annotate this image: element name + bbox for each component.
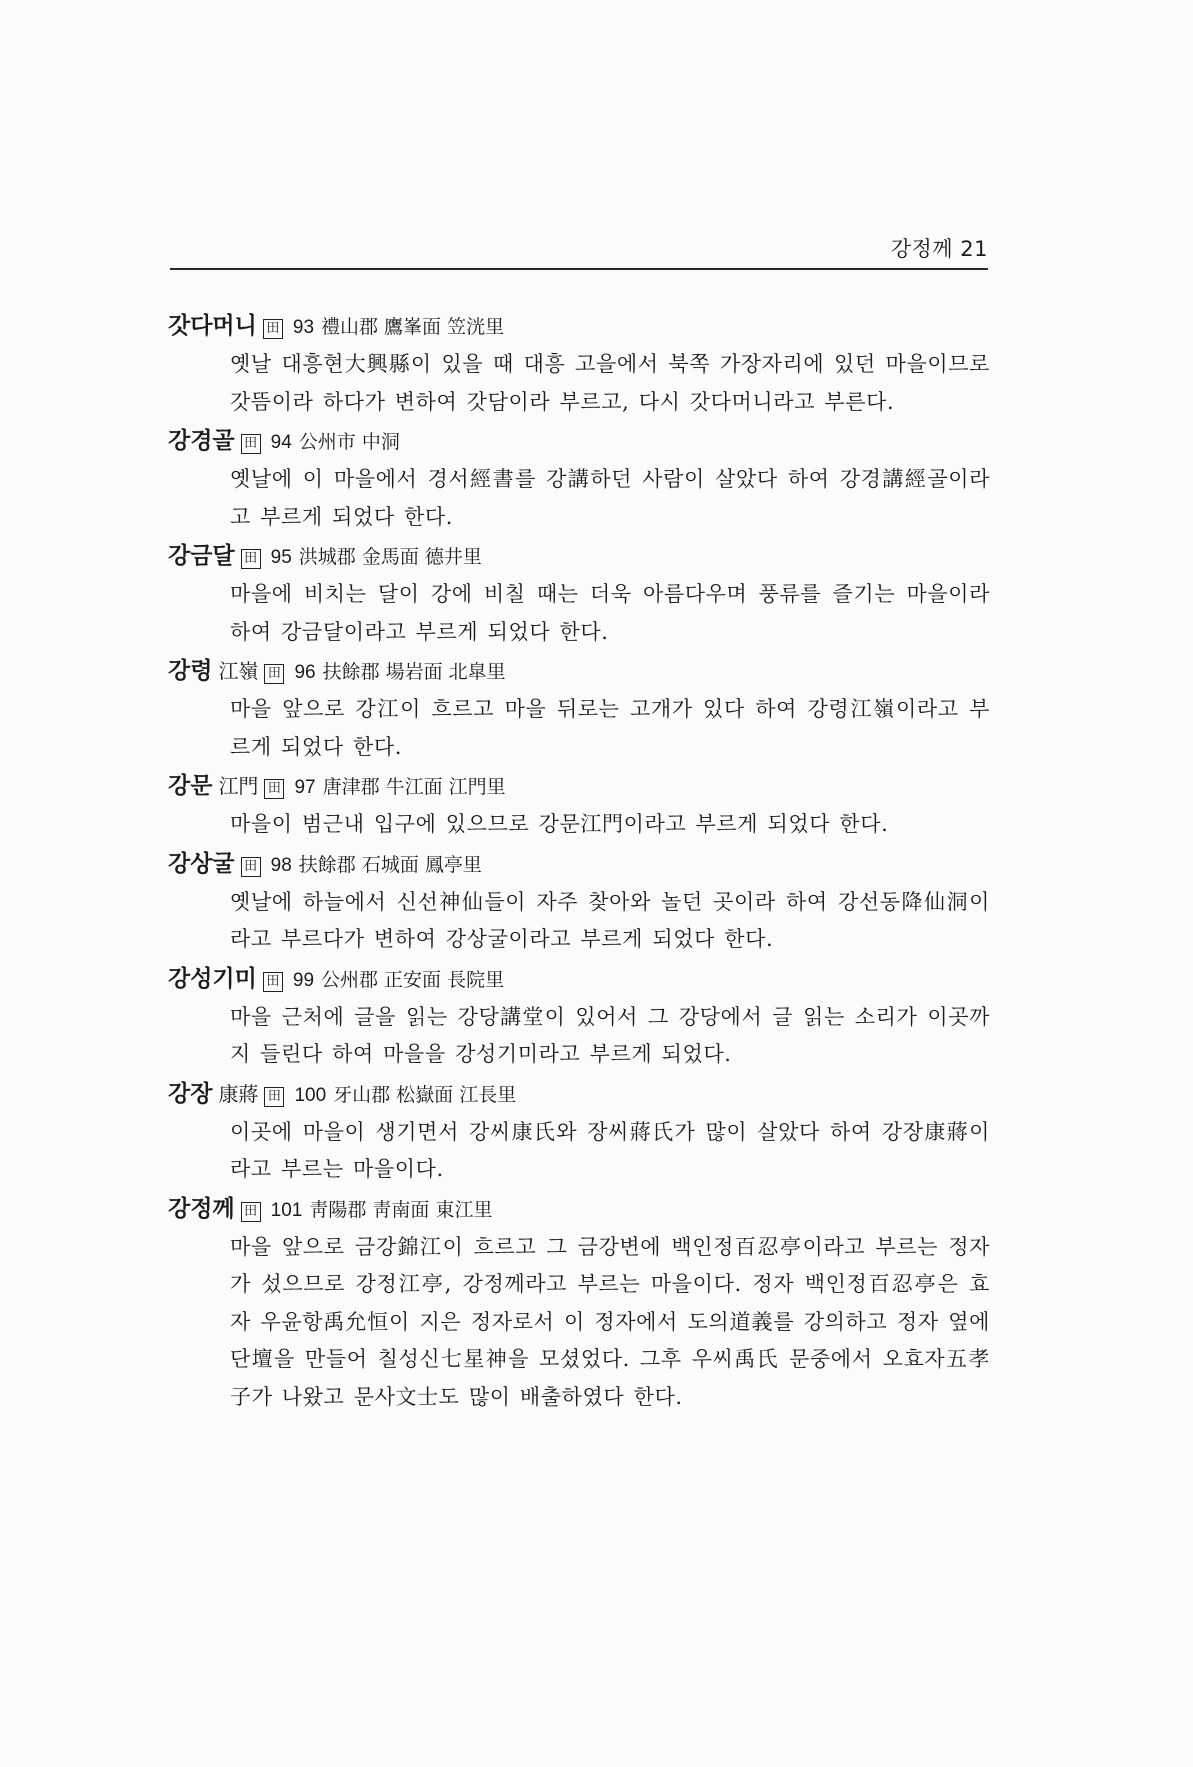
entry-headword: 강정께 <box>168 1194 235 1222</box>
entry-number: 100 <box>294 1084 327 1106</box>
entry-headword: 갓다머니 <box>168 312 257 339</box>
field-badge-icon: 田 <box>264 664 284 684</box>
entry-description: 마을 앞으로 강江이 흐르고 마을 뒤로는 고개가 있다 하여 강령江嶺이라고 부르게 되었다 한다. <box>230 697 990 759</box>
entry-headline <box>168 844 990 884</box>
entry <box>168 766 990 844</box>
entry-number: 98 <box>270 854 292 876</box>
field-badge-icon: 田 <box>263 972 283 992</box>
entry-hanja: 江門 <box>218 774 259 798</box>
field-badge-icon: 田 <box>241 434 261 454</box>
running-head: 강정께 21 <box>890 237 988 261</box>
field-badge-icon: 田 <box>264 779 284 799</box>
entry-headline <box>168 1189 990 1229</box>
entry-headword: 강문 <box>168 772 213 799</box>
entry-location: 公州市 中洞 <box>298 431 400 453</box>
header-rule <box>170 268 988 270</box>
field-badge-icon: 田 <box>241 1202 261 1222</box>
entry-headline <box>168 766 990 806</box>
entry-hanja: 康蔣 <box>218 1081 259 1106</box>
entry-location: 公州郡 正安面 長院里 <box>321 968 505 991</box>
field-badge-icon: 田 <box>241 549 261 569</box>
entry-headword: 강상굴 <box>168 849 235 877</box>
entry <box>168 651 990 766</box>
entry-headword: 강령 <box>168 657 213 684</box>
entry-list <box>168 306 990 1416</box>
entry <box>168 959 990 1074</box>
entry <box>168 421 990 536</box>
entry <box>168 306 990 421</box>
entry-headword: 강장 <box>168 1079 213 1107</box>
entry-description: 마을 근처에 글을 읽는 강당講堂이 있어서 그 강당에서 글 읽는 소리가 이곳까지 들린다 하여 마을을 강성기미라고 부르게 되었다. <box>230 1004 990 1066</box>
entry-description: 옛날 대흥현大興縣이 있을 때 대흥 고을에서 북쪽 가장자리에 있던 마을이므로 갓뜸이라 하다가 변하여 갓담이라 부르고, 다시 갓다머니라고 부른다. <box>230 352 990 414</box>
entry <box>168 1189 990 1417</box>
entry-description: 옛날에 이 마을에서 경서經書를 강講하던 사람이 살았다 하여 강경講經골이라고 부르게 되었다 한다. <box>230 467 990 529</box>
entry-description: 옛날에 하늘에서 신선神仙들이 자주 찾아와 놀던 곳이라 하여 강선동降仙洞이라고 부르다가 변하여 강상굴이라고 부르게 되었다 한다. <box>230 889 990 951</box>
entry-headword: 강경골 <box>168 427 235 454</box>
entry-headword: 강성기미 <box>168 964 257 992</box>
entry-description: 마을에 비치는 달이 강에 비칠 때는 더욱 아름다우며 풍류를 즐기는 마을이라 하여 강금달이라고 부르게 되었다 한다. <box>230 582 990 644</box>
entry-number: 95 <box>270 547 292 568</box>
entry-location: 唐津郡 牛江面 江門里 <box>322 776 506 798</box>
entry-number: 97 <box>294 777 316 798</box>
entry-headline <box>168 1074 990 1114</box>
entry <box>168 1074 990 1189</box>
entry-location: 禮山郡 鷹峯面 笠洸里 <box>321 316 505 338</box>
entry-headline <box>168 536 990 576</box>
entry-description: 이곳에 마을이 생기면서 강씨康氏와 장씨蔣氏가 많이 살았다 하여 강장康蔣이라고 부르는 마을이다. <box>230 1119 990 1181</box>
entry <box>168 844 990 959</box>
entry-location: 靑陽郡 靑南面 東江里 <box>309 1198 493 1221</box>
entry-headline <box>168 421 990 461</box>
entry-location: 牙山郡 松嶽面 江長里 <box>333 1083 517 1106</box>
entry-number: 99 <box>292 969 315 991</box>
entry-headword: 강금달 <box>168 542 235 569</box>
entry-location: 洪城郡 金馬面 德井里 <box>298 546 482 568</box>
entry <box>168 536 990 651</box>
entry-description: 마을 앞으로 금강錦江이 흐르고 그 금강변에 백인정百忍亭이라고 부르는 정자가 섰으므로 강정江亭, 강정께라고 부르는 마을이다. 정자 백인정百忍亭은 효자 우윤항禹允恒이 지은 정자로서 이 정자에서 도의道義를 강의하고 정자 옆에 단壇을 만들어 칠성신七星神을 모셨었다. 그후 우씨禹氏 문중에서 오효자五孝子가 나왔고 문사文士도 많이 배출하였다 한다. <box>230 1234 990 1409</box>
entry-number: 101 <box>270 1199 303 1221</box>
entry-number: 96 <box>294 662 316 683</box>
field-badge-icon: 田 <box>263 319 283 339</box>
field-badge-icon: 田 <box>264 1087 284 1107</box>
entry-hanja: 江嶺 <box>218 659 259 683</box>
entry-headline <box>168 959 990 999</box>
entry-number: 93 <box>292 317 315 338</box>
entry-number: 94 <box>270 432 292 453</box>
entry-location: 扶餘郡 場岩面 北皐里 <box>322 661 506 683</box>
entry-description: 마을이 범근내 입구에 있으므로 강문江門이라고 부르게 되었다 한다. <box>230 812 889 836</box>
entry-location: 扶餘郡 石城面 鳳亭里 <box>298 853 482 876</box>
entry-headline <box>168 651 990 691</box>
entry-headline <box>168 306 990 346</box>
field-badge-icon: 田 <box>241 857 261 877</box>
